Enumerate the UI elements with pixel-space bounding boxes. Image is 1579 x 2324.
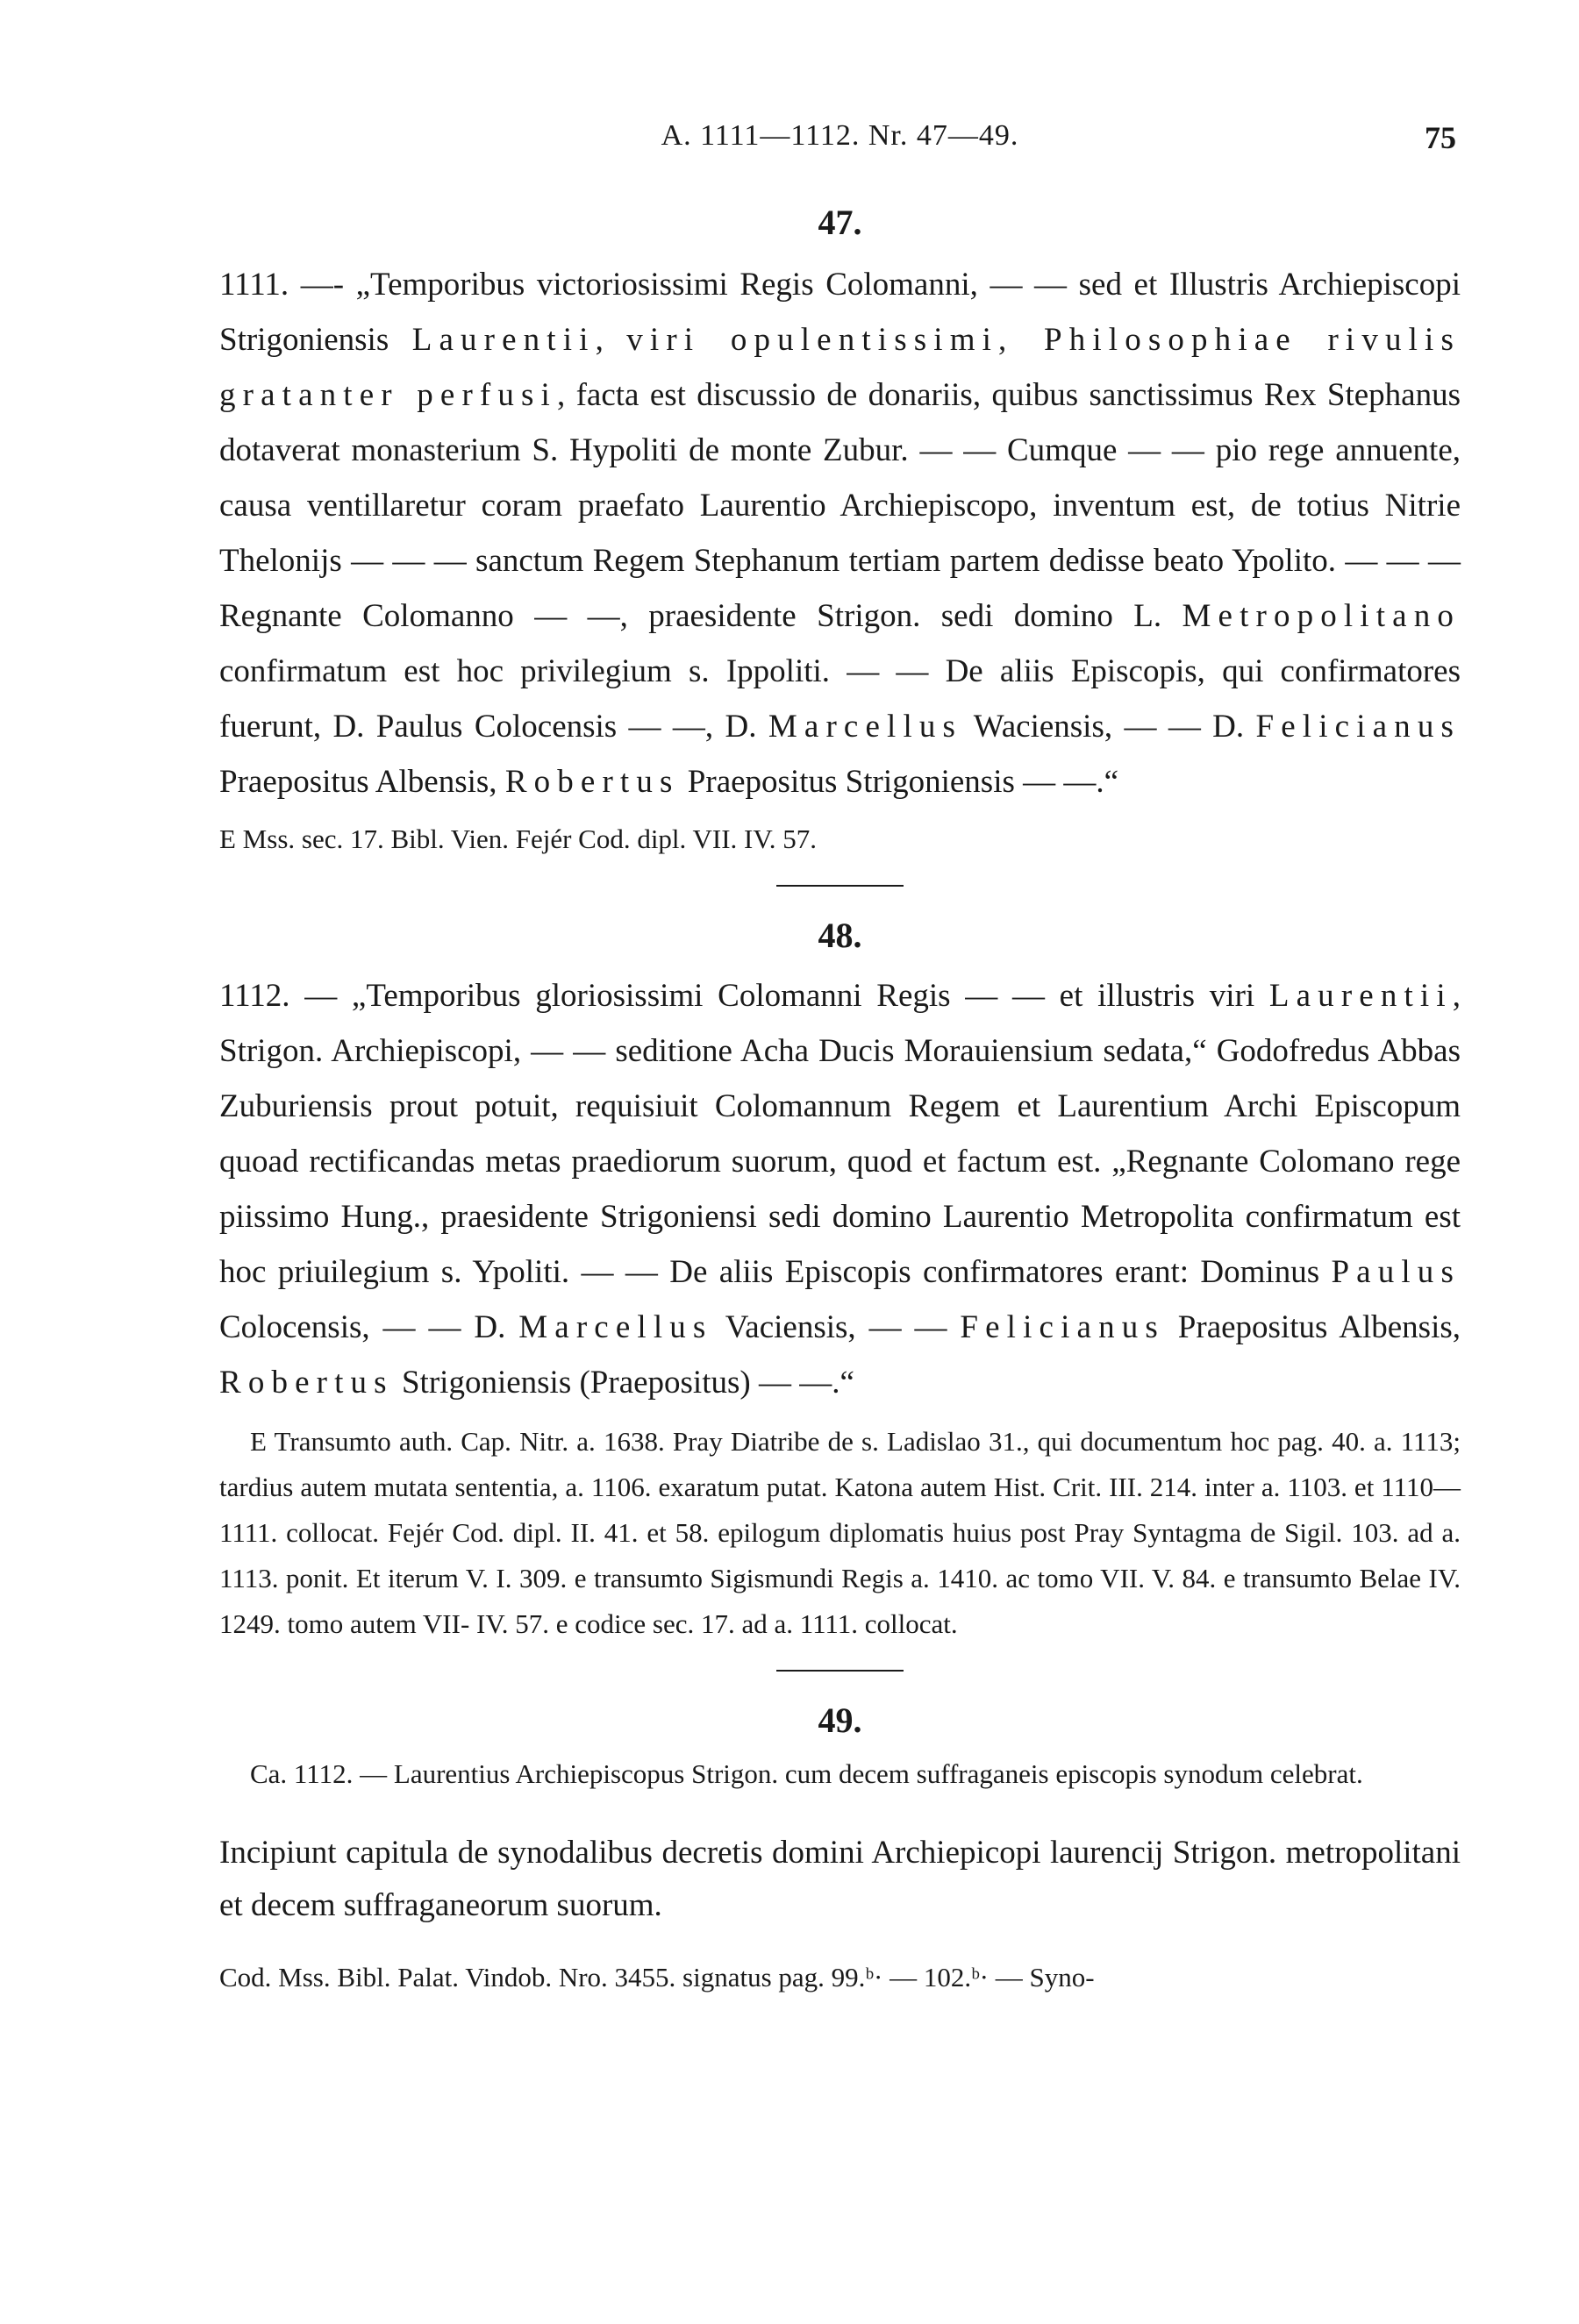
text-run: Waciensis, — — D. [962, 709, 1256, 745]
document-49 [219, 1700, 1461, 2000]
text-run: Vaciensis, — — [712, 1309, 961, 1345]
running-header [224, 103, 1456, 156]
text-run: , facta est discussio de donariis, quibus sanctissimus Rex Stephanus dotaverat monasterium S. Hypoliti de monte Zubur. — — Cumque — — pio rege annuente, causa ventillaretur coram praefato Laurentio Archiepiscopo, inventum est, de totius Nitrie Thelonijs — — — sanctum Regem Stephanum tertiam partem dedisse beato Ypolito. — — — Regnante Colomanno — —, praesidente Strigon. sedi domino L. [219, 377, 1461, 634]
document-summary: Ca. 1112. — Laurentius Archiepiscopus Strigon. cum decem suffraganeis episcopis synodum celebrat. [250, 1758, 1363, 1789]
spaced-name: Laurentii [1268, 978, 1453, 1014]
spaced-name: Marcellus [768, 709, 963, 745]
running-title: A. 1111—1112. Nr. 47—49. [661, 119, 1019, 152]
spaced-name: Laurentii [411, 322, 596, 358]
spaced-name: Felicianus [960, 1309, 1165, 1345]
section-divider [776, 1670, 904, 1672]
spaced-name: Felicianus [1255, 709, 1461, 745]
source-note: E Mss. sec. 17. Bibl. Vien. Fejér Cod. dipl. VII. IV. 57. [219, 823, 817, 854]
text-run: , Strigon. Archiepiscopi, — — seditione Acha Ducis Morauiensium sedata,“ Godofredus Abbas Zuburiensis prout potuit, requisiuit Colomannum Regem et Laurentium Archi Episcopum quoad rectificandas metas praediorum suorum, quod et factum est. „Regnante Colomano rege piissimo Hung., praesidente Strigoniensi sedi domino Laurentio Metropolita confirmatum est hoc priuilegium s. Ypoliti. — — De aliis Episcopis confirmatores erant: Dominus [219, 978, 1461, 1290]
spaced-name: Robertus [219, 1365, 394, 1401]
document-47 [219, 202, 1461, 862]
spaced-name: Metropolitano [1182, 598, 1461, 634]
source-note: E Transumto auth. Cap. Nitr. a. 1638. Pray Diatribe de s. Ladislao 31., qui documentum hoc pag. 40. a. 1113; tardius autem mutata sententia, a. 1106. exaratum putat. Katona autem Hist. Crit. III. 214. inter a. 1103. et 1110—1111. collocat. Fejér Cod. dipl. II. 41. et 58. epilogum diplomatis huius post Pray Syntagma de Sigil. 103. ad a. 1113. ponit. Et iterum V. I. 309. e transumto Sigismundi Regis a. 1410. ac tomo VII. V. 84. e transumto Belae IV. 1249. tomo autem VII- IV. 57. e codice sec. 17. ad a. 1111. collocat. [219, 1426, 1461, 1639]
spaced-name: Marcellus [518, 1309, 713, 1345]
codex-reference: Cod. Mss. Bibl. Palat. Vindob. Nro. 3455. signatus pag. 99.ᵇ· — 102.ᵇ· — Syno- [219, 1962, 1095, 1993]
spaced-name: Paulus [1331, 1254, 1461, 1290]
page-content [219, 202, 1461, 2000]
section-divider [776, 885, 904, 887]
document-number: 49. [818, 1700, 862, 1740]
text-run: Strigoniensis (Praepositus) — —.“ [393, 1365, 854, 1401]
text-run: Praepositus Albensis, [1164, 1309, 1461, 1345]
document-text [219, 968, 1461, 1410]
document-number: 48. [818, 916, 862, 955]
text-run: Praepositus Albensis, [219, 764, 505, 800]
spaced-name: Robertus [504, 764, 680, 800]
document-48 [219, 915, 1461, 1647]
spaced-phrase: viri opulentissimi, Philosophiae rivulis gratanter perfusi [219, 322, 1461, 413]
text-run: 1112. — „Temporibus gloriosissimi Colomanni Regis — — et illustris viri [219, 978, 1269, 1014]
document-text [219, 257, 1461, 809]
text-run: confirmatum est hoc privilegium s. Ippoliti. — — De aliis Episcopis, qui confirmatores fuerunt, D. Paulus Colocensis — —, D. [219, 653, 1461, 745]
text-run: Praepositus Strigoniensis — —.“ [679, 764, 1119, 800]
text-run: 1111. —- „Temporibus victoriosissimi Regis Colomanni, — — sed et Illustris Archiepiscopi Strigoniensis [219, 267, 1461, 358]
text-run: , [595, 322, 627, 358]
page-number: 75 [1425, 120, 1456, 155]
text-run: Colocensis, — — D. [219, 1309, 519, 1345]
document-number: 47. [818, 203, 862, 242]
incipit-text: Incipiunt capitula de synodalibus decretis domini Archiepicopi laurencij Strigon. metropolitani et decem suffraganeorum suorum. [219, 1835, 1461, 1923]
